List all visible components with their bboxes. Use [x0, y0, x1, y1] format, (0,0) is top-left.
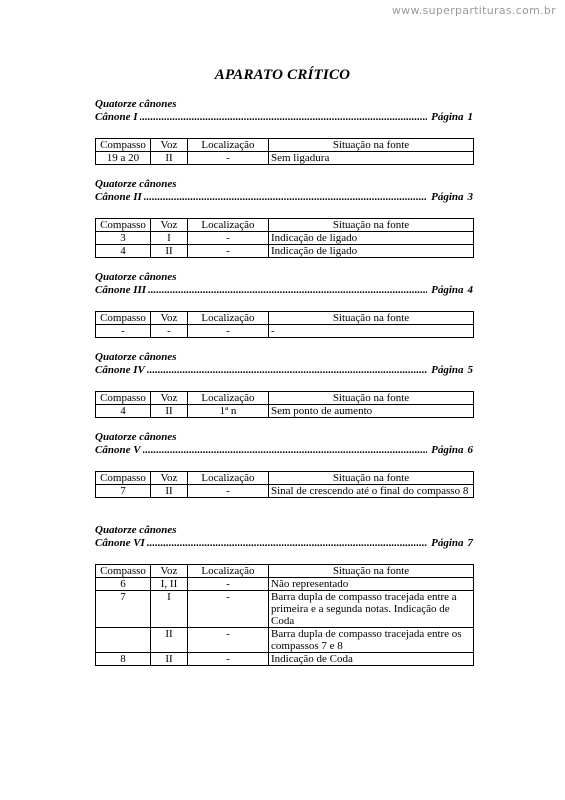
table-row	[96, 485, 474, 498]
table-header-row	[96, 139, 474, 152]
page-reference	[431, 537, 473, 550]
column-header: Compasso	[96, 472, 151, 485]
column-header: Localização	[188, 565, 269, 578]
section	[95, 431, 473, 497]
table-header-row	[96, 392, 474, 405]
dot-leader	[148, 284, 427, 297]
dot-leader	[143, 444, 428, 457]
table-header-row	[96, 472, 474, 485]
cell-voz: I	[151, 591, 188, 628]
cell-situacao: Não representado	[269, 578, 474, 591]
cell-localizacao: -	[188, 325, 269, 338]
column-header: Situação na fonte	[269, 139, 474, 152]
page-word: Página	[431, 284, 464, 296]
column-header: Voz	[151, 565, 188, 578]
cell-localizacao: 1ª n	[188, 405, 269, 418]
page-number: 1	[467, 111, 473, 123]
section	[95, 524, 473, 665]
section-heading	[95, 284, 473, 298]
page-word: Página	[431, 364, 464, 376]
table-row	[96, 628, 474, 653]
dot-leader	[147, 537, 427, 550]
section	[95, 178, 473, 257]
cell-situacao: Indicação de Coda	[269, 653, 474, 666]
column-header: Situação na fonte	[269, 565, 474, 578]
column-header: Situação na fonte	[269, 312, 474, 325]
critical-table	[95, 471, 474, 498]
section-collection: Quatorze cânones	[95, 271, 177, 283]
table-row	[96, 245, 474, 258]
column-header: Situação na fonte	[269, 219, 474, 232]
cell-compasso	[96, 628, 151, 653]
section	[95, 271, 473, 337]
page-title: APARATO CRÍTICO	[214, 67, 351, 83]
cell-situacao: Sem ligadura	[269, 152, 474, 165]
section-heading	[95, 111, 473, 125]
watermark: www.superpartituras.com.br	[391, 4, 556, 17]
column-header: Voz	[151, 392, 188, 405]
page-reference	[431, 284, 473, 297]
column-header: Voz	[151, 139, 188, 152]
column-header: Localização	[188, 392, 269, 405]
cell-voz: II	[151, 653, 188, 666]
cell-compasso: 19 a 20	[96, 152, 151, 165]
canon-name: Cânone VI	[95, 537, 145, 549]
cell-situacao: Barra dupla de compasso tracejada entre os compassos 7 e 8	[269, 628, 474, 653]
section-heading	[95, 191, 473, 205]
cell-compasso: 7	[96, 485, 151, 498]
cell-situacao: Sem ponto de aumento	[269, 405, 474, 418]
column-header: Situação na fonte	[269, 472, 474, 485]
cell-compasso: 6	[96, 578, 151, 591]
table-row	[96, 325, 474, 338]
table-row	[96, 578, 474, 591]
page-word: Página	[431, 444, 464, 456]
cell-voz: II	[151, 152, 188, 165]
cell-localizacao: -	[188, 232, 269, 245]
section-heading	[95, 364, 473, 378]
cell-voz: II	[151, 245, 188, 258]
canon-name: Cânone IV	[95, 364, 145, 376]
cell-situacao: Indicação de ligado	[269, 245, 474, 258]
cell-situacao: Indicação de ligado	[269, 232, 474, 245]
column-header: Situação na fonte	[269, 392, 474, 405]
column-header: Localização	[188, 312, 269, 325]
section	[95, 351, 473, 417]
column-header: Localização	[188, 139, 269, 152]
cell-voz: II	[151, 628, 188, 653]
column-header: Voz	[151, 219, 188, 232]
table-row	[96, 653, 474, 666]
page-number: 5	[467, 364, 473, 376]
cell-voz: I	[151, 232, 188, 245]
table-header-row	[96, 565, 474, 578]
cell-situacao: Sinal de crescendo até o final do compasso 8	[269, 485, 474, 498]
critical-table	[95, 564, 474, 666]
table-row	[96, 232, 474, 245]
section-heading	[95, 444, 473, 458]
page-number: 4	[467, 284, 473, 296]
page-reference	[431, 191, 473, 204]
dot-leader	[144, 191, 427, 204]
column-header: Compasso	[96, 392, 151, 405]
table-header-row	[96, 219, 474, 232]
critical-table	[95, 311, 474, 338]
column-header: Compasso	[96, 139, 151, 152]
section-heading	[95, 537, 473, 551]
cell-compasso: 8	[96, 653, 151, 666]
column-header: Voz	[151, 312, 188, 325]
page-reference	[431, 444, 473, 457]
cell-voz: -	[151, 325, 188, 338]
cell-situacao: -	[269, 325, 474, 338]
column-header: Compasso	[96, 312, 151, 325]
canon-name: Cânone I	[95, 111, 138, 123]
table-header-row	[96, 312, 474, 325]
cell-voz: II	[151, 405, 188, 418]
dot-leader	[147, 364, 427, 377]
section-collection: Quatorze cânones	[95, 524, 177, 536]
cell-situacao: Barra dupla de compasso tracejada entre a primeira e a segunda notas. Indicação de Coda	[269, 591, 474, 628]
cell-localizacao: -	[188, 152, 269, 165]
table-row	[96, 591, 474, 628]
cell-localizacao: -	[188, 245, 269, 258]
canon-name: Cânone V	[95, 444, 141, 456]
cell-localizacao: -	[188, 591, 269, 628]
section-collection: Quatorze cânones	[95, 98, 177, 110]
table-row	[96, 405, 474, 418]
dot-leader	[140, 111, 428, 124]
page-number: 7	[467, 537, 473, 549]
cell-compasso: 4	[96, 405, 151, 418]
column-header: Localização	[188, 219, 269, 232]
cell-compasso: 7	[96, 591, 151, 628]
cell-localizacao: -	[188, 653, 269, 666]
cell-localizacao: -	[188, 628, 269, 653]
critical-table	[95, 218, 474, 258]
table-row	[96, 152, 474, 165]
page-number: 6	[467, 444, 473, 456]
column-header: Compasso	[96, 565, 151, 578]
page-reference	[431, 364, 473, 377]
section-collection: Quatorze cânones	[95, 351, 177, 363]
page-word: Página	[431, 191, 464, 203]
page-word: Página	[431, 111, 464, 123]
column-header: Compasso	[96, 219, 151, 232]
cell-voz: I, II	[151, 578, 188, 591]
column-header: Localização	[188, 472, 269, 485]
cell-compasso: 3	[96, 232, 151, 245]
cell-localizacao: -	[188, 578, 269, 591]
critical-table	[95, 391, 474, 418]
column-header: Voz	[151, 472, 188, 485]
section	[95, 98, 473, 164]
cell-compasso: 4	[96, 245, 151, 258]
page-number: 3	[467, 191, 473, 203]
critical-table	[95, 138, 474, 165]
cell-localizacao: -	[188, 485, 269, 498]
cell-voz: II	[151, 485, 188, 498]
section-collection: Quatorze cânones	[95, 178, 177, 190]
page-word: Página	[431, 537, 464, 549]
canon-name: Cânone III	[95, 284, 147, 296]
cell-compasso: -	[96, 325, 151, 338]
page-reference	[431, 111, 473, 124]
section-collection: Quatorze cânones	[95, 431, 177, 443]
canon-name: Cânone II	[95, 191, 142, 203]
